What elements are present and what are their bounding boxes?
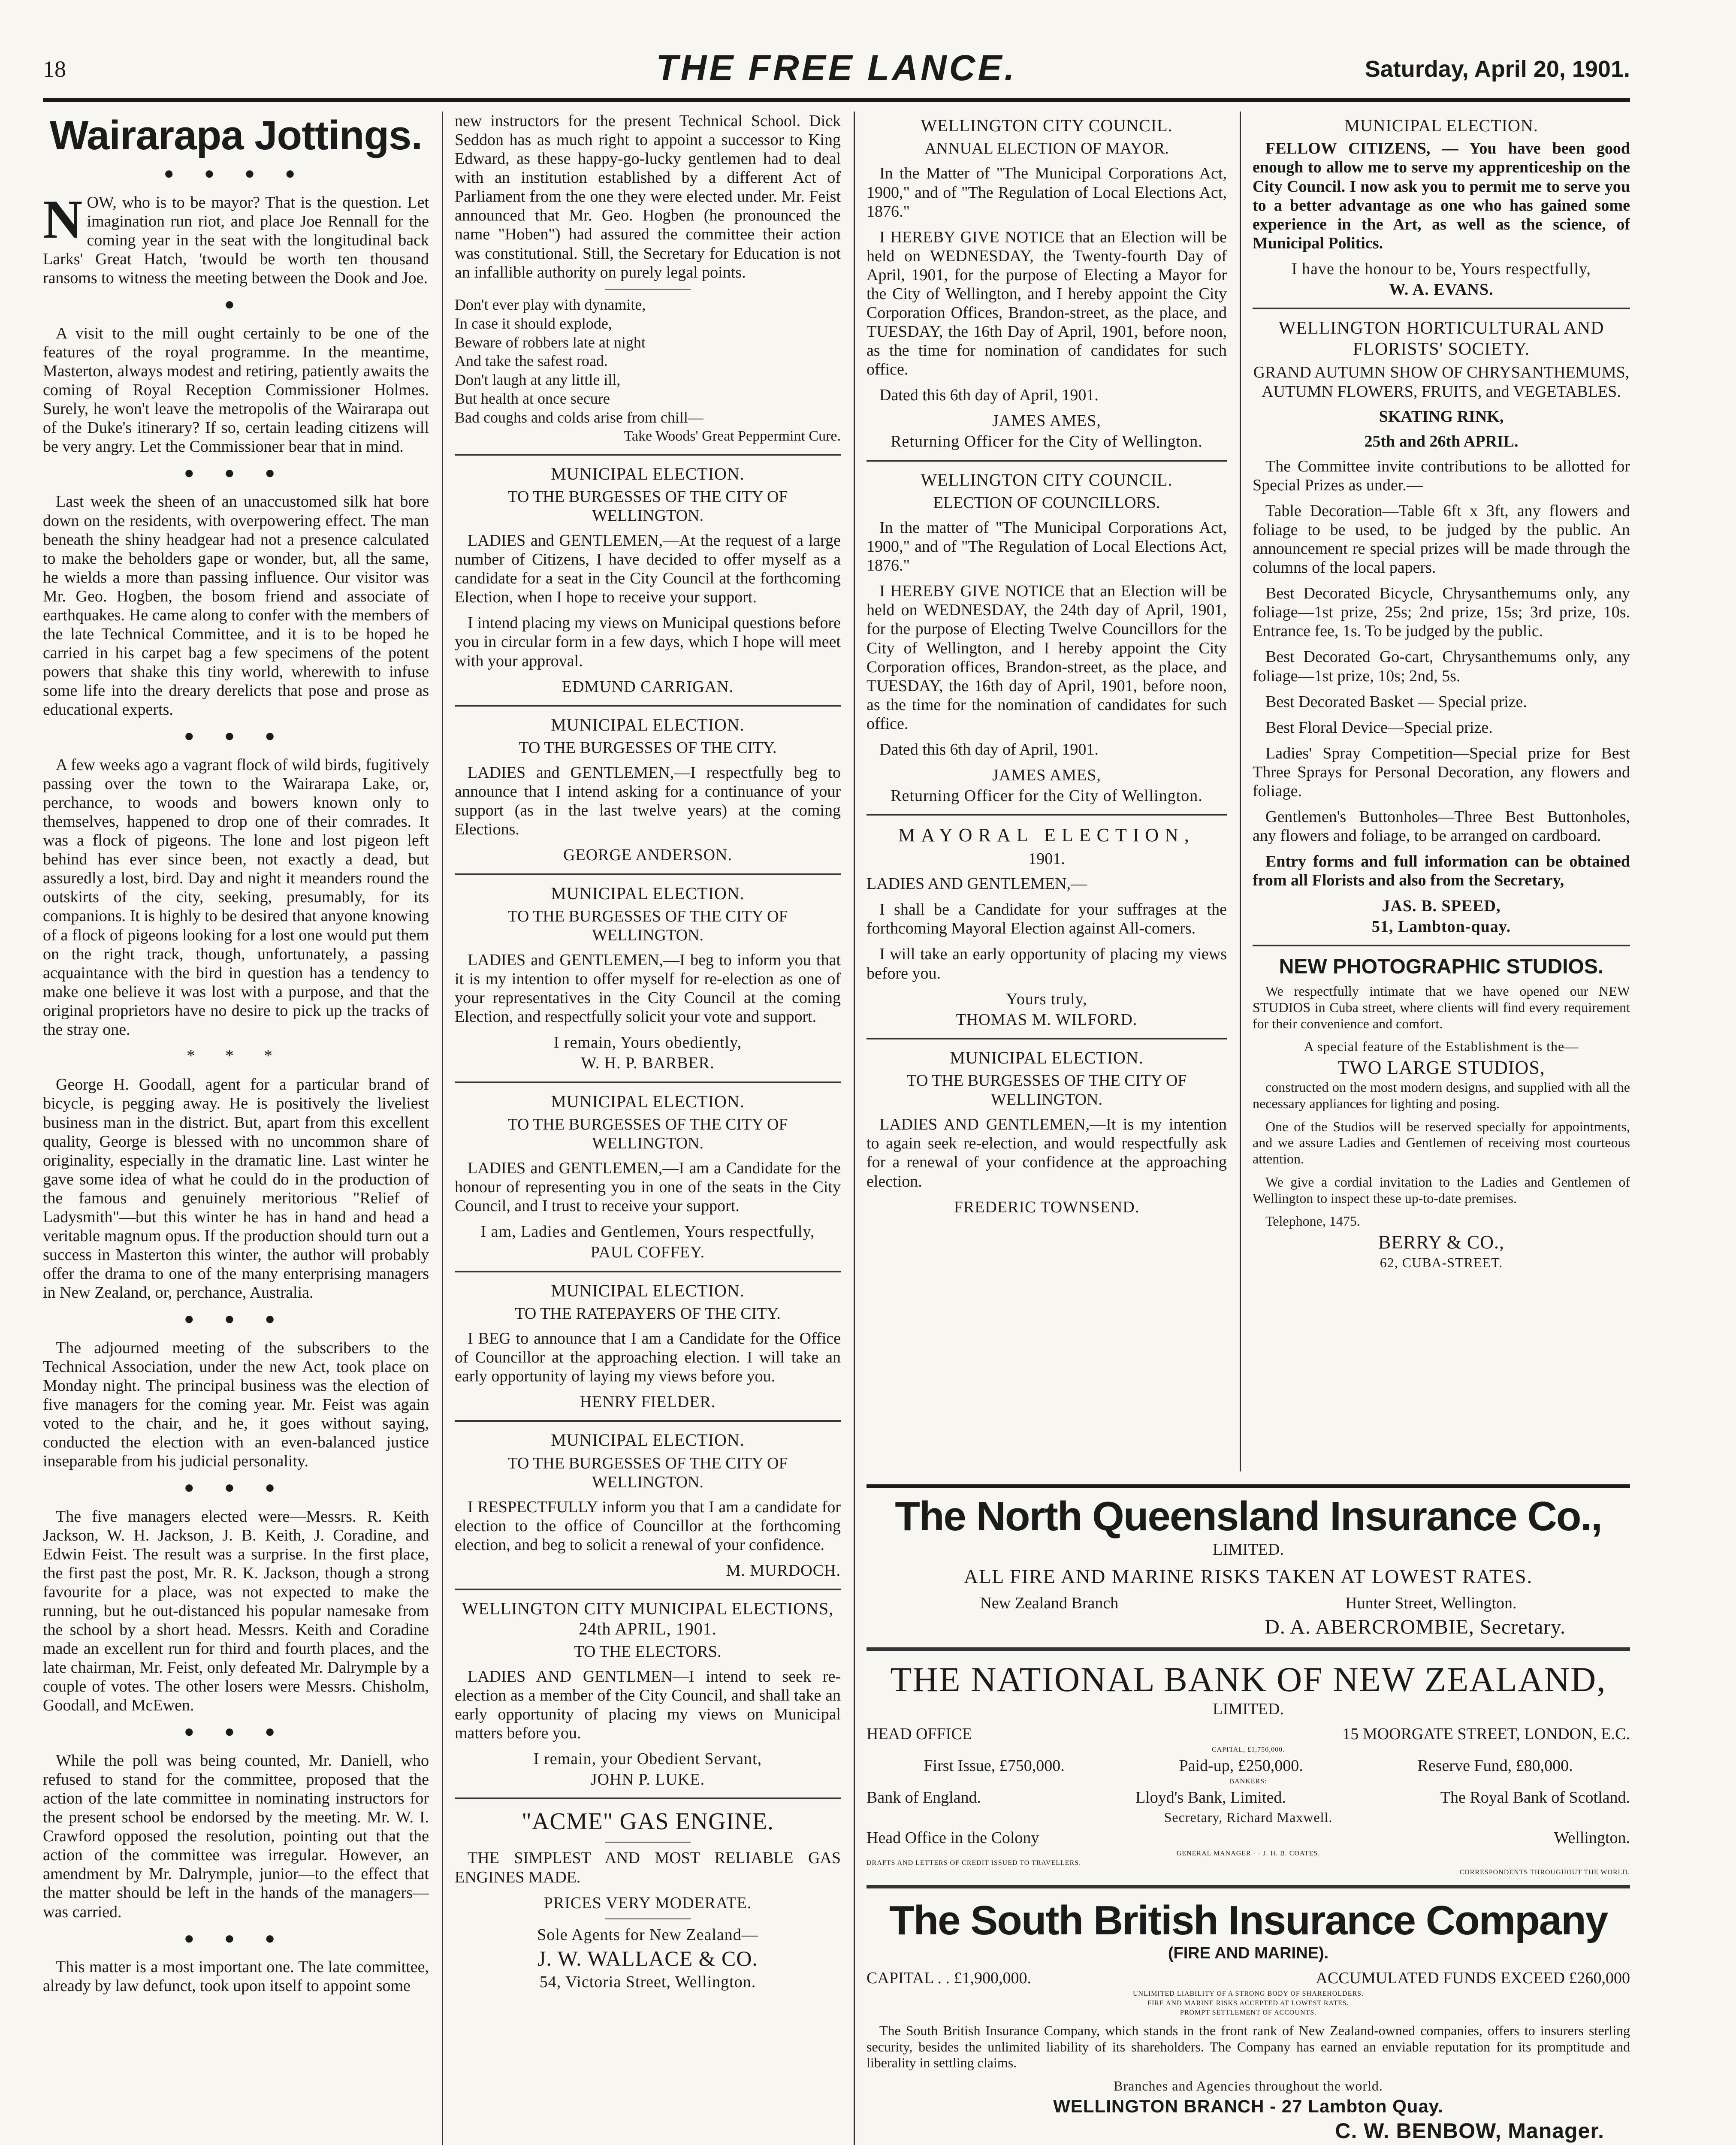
ad-matter: In the Matter of "The Municipal Corporations Act, 1900," and of "The Regulation of Local Elections Act, 1876." xyxy=(866,164,1227,221)
ad-secretary: Secretary, Richard Maxwell. xyxy=(1164,1810,1333,1825)
ad-manager: C. W. BENBOW, Manager. xyxy=(1335,2118,1604,2143)
article-paragraph: A visit to the mill ought certainly to be one of the features of the royal programme. In the meantime, Masterton, always modest and retiring, patiently awaits the coming of Royal Reception Commissioner Holmes. Surely, he won't leave the metropolis of the Wairarapa out of the Duke's itinerary? If so, certain leading citizens will be very angry. Let the Commissioner bear that in mind. xyxy=(43,324,429,456)
column-wairarapa-jottings xyxy=(43,112,429,2145)
separator xyxy=(866,1038,1227,1039)
column-two xyxy=(455,112,841,2145)
ad-closing: I remain, your Obedient Servant, xyxy=(533,1750,762,1768)
ad-branch: New Zealand Branch xyxy=(980,1594,1119,1612)
ad-body: We respectfully intimate that we have opened our NEW STUDIOS in Cuba street, where clients will find every requirement for their convenience and comfort. xyxy=(1253,983,1630,1031)
separator xyxy=(455,1589,841,1590)
ad-matter: In the matter of "The Municipal Corporations Act, 1900," and of "The Regulation of Local Elections Act, 1876." xyxy=(866,519,1227,575)
separator xyxy=(866,1647,1630,1651)
separator xyxy=(455,873,841,875)
ad-branch: WELLINGTON BRANCH - 27 Lambton Quay. xyxy=(1053,2096,1443,2116)
ad-title: MUNICIPAL ELECTION. xyxy=(551,715,745,734)
ad-year: 1901. xyxy=(1028,850,1065,868)
ad-banker: Lloyd's Bank, Limited. xyxy=(1135,1789,1286,1807)
ad-banker: Bank of England. xyxy=(866,1789,981,1807)
ad-body: LADIES AND GENTLMEN—I intend to seek re-election as a member of the City Council, and shall take an early opportunity of placing my views on Municipal matters before you. xyxy=(455,1668,841,1743)
ad-subtitle: TO THE BURGESSES OF THE CITY OF WELLINGTON. xyxy=(507,487,788,525)
issue-date: Saturday, April 20, 1901. xyxy=(1365,56,1630,82)
ad-body: The South British Insurance Company, which stands in the front rank of New Zealand-owned companies, offers to insurers sterling security, besides the unlimited liability of its shareholders. The Company has earned an enviable reputation for its promptitude and liberality in settling claims. xyxy=(866,2022,1630,2071)
ad-signature: BERRY & CO., xyxy=(1378,1232,1504,1253)
newspaper-page xyxy=(43,47,1630,2145)
column-three xyxy=(866,112,1227,1471)
ad-title: The South British Insurance Company xyxy=(889,1897,1608,1943)
star-divider: ● ● ● ● xyxy=(163,163,308,183)
ad-closing: I remain, Yours obediently, xyxy=(553,1033,742,1052)
ad-line: PROMPT SETTLEMENT OF ACCOUNTS. xyxy=(1180,2009,1317,2016)
separator xyxy=(455,1271,841,1272)
ad-signature: W. H. P. BARBER. xyxy=(581,1054,715,1072)
ad-body: One of the Studios will be reserved specially for appointments, and we assure Ladies and Gentlemen of receiving most courteous attention. xyxy=(1253,1118,1630,1167)
ad-subtitle: TO THE BURGESSES OF THE CITY OF WELLINGTON. xyxy=(507,1454,788,1491)
article-paragraph: George H. Goodall, agent for a particular brand of bicycle, is pegging away. He is positively the liveliest business man in the district. But, apart from this excellent quality, George is blessed with no uncommon share of originality, especially in the dramatic line. Last winter he gave some idea of what he could do in the production of the famous and genuinely meritorious "Relief of Ladysmith"—but this winter he has in hand and head a veritable magnum opus. If the production should turn out a success in Masterton this winter, the author will probably offer the drama to one of the many enterprising managers in New Zealand, or, perchance, Australia. xyxy=(43,1076,429,1302)
separator xyxy=(866,814,1227,816)
ad-title: MUNICIPAL ELECTION. xyxy=(551,1281,745,1300)
ad-tagline: ALL FIRE AND MARINE RISKS TAKEN AT LOWEST RATES. xyxy=(963,1565,1533,1587)
separator xyxy=(605,1842,691,1843)
ad-address: 54, Victoria Street, Wellington. xyxy=(539,1973,756,1991)
poem-line: Don't ever play with dynamite, xyxy=(455,296,646,313)
ad-body: LADIES AND GENTLEMEN,—It is my intention to again seek re-election, and would respectfully ask for a renewal of your confidence at the approaching election. xyxy=(866,1115,1227,1190)
ad-body: FELLOW CITIZENS, — You have been good enough to allow me to serve my apprenticeship on the City Council. I now ask you to permit me to serve you to a better advantage as one who has gained some experience in the Art, as well as the science, of Municipal Politics. xyxy=(1253,139,1630,252)
separator xyxy=(1253,308,1630,309)
ad-title: MUNICIPAL ELECTION. xyxy=(551,464,745,483)
ad-item: Best Decorated Basket — Special prize. xyxy=(1265,692,1527,711)
ad-title: NEW PHOTOGRAPHIC STUDIOS. xyxy=(1279,955,1604,979)
poem-line: Take Woods' Great Peppermint Cure. xyxy=(624,428,841,444)
star-divider: ● ● ● xyxy=(184,1722,288,1741)
ad-title: "ACME" GAS ENGINE. xyxy=(522,1808,774,1835)
ad-anderson xyxy=(455,715,841,865)
ad-body: I will take an early opportunity of placing my views before you. xyxy=(866,945,1227,982)
masthead: THE FREE LANCE. xyxy=(656,48,1017,88)
ad-body: LADIES and GENTLEMEN,—I respectfully beg to announce that I intend asking for a continuance of your support (as in the last twelve years) at the coming Elections. xyxy=(455,764,841,839)
ad-body: I RESPECTFULLY inform you that I am a candidate for election to the office of Councillor at the forthcoming election, and beg to solicit a renewal of your confidence. xyxy=(455,1498,841,1554)
ad-body: THE SIMPLEST AND MOST RELIABLE GAS ENGINES MADE. xyxy=(455,1849,841,1886)
ad-label: HEAD OFFICE xyxy=(866,1725,972,1743)
ad-banker: The Royal Bank of Scotland. xyxy=(1440,1789,1630,1807)
article-paragraph: While the poll was being counted, Mr. Daniell, who refused to stand for the committee, proposed that the action of the late committee in nominating instructors for the present school be endorsed by the meeting. Mr. W. I. Crawford opposed the resolution, pointing out that the action of the committee was irregular. However, an amendment by Mr. Dalrymple, junior—to the effect that the matter should be left in the hands of the managers—was carried. xyxy=(43,1751,429,1921)
column-divider xyxy=(442,112,443,2145)
ad-dated: Dated this 6th day of April, 1901. xyxy=(879,386,1099,405)
ad-acme-gas-engine xyxy=(455,1808,841,1991)
ad-bankers-label: BANKERS: xyxy=(1229,1778,1267,1785)
ad-funds: ACCUMULATED FUNDS EXCEED £260,000 xyxy=(1316,1969,1630,1987)
separator xyxy=(866,1885,1630,1888)
ad-capital-row xyxy=(866,1756,1630,1775)
ad-subtitle: TO THE BURGESSES OF THE CITY. xyxy=(519,739,777,757)
article-paragraph: This matter is a most important one. The late committee, already by law defunct, took upon itself to appoint some xyxy=(43,1958,429,1995)
ad-signature: FREDERIC TOWNSEND. xyxy=(954,1198,1140,1216)
column-divider xyxy=(1240,112,1241,1471)
ad-item: Ladies' Spray Competition—Special prize for Best Three Sprays for Personal Decoration, any flowers and foliage. xyxy=(1253,744,1630,800)
ad-signature: JOHN P. LUKE. xyxy=(590,1770,705,1789)
ad-agents: Sole Agents for New Zealand— xyxy=(537,1925,758,1944)
ad-correspondents: CORRESPONDENTS THROUGHOUT THE WORLD. xyxy=(1459,1868,1630,1876)
ad-title: THE NATIONAL BANK OF NEW ZEALAND, xyxy=(890,1660,1606,1699)
ad-role: Returning Officer for the City of Wellington. xyxy=(891,432,1203,451)
poem-line: In case it should explode, xyxy=(455,314,612,332)
ad-townsend xyxy=(866,1048,1227,1217)
ad-photographic-studios xyxy=(1253,955,1630,1271)
ad-body: I intend placing my views on Municipal questions before you in circular form in a few days, which I hope will meet with your approval. xyxy=(455,614,841,670)
star-divider: ● xyxy=(224,294,248,314)
ad-mayor-election-notice xyxy=(866,116,1227,451)
star-divider: ● ● ● xyxy=(184,1928,288,1948)
ad-subtitle: TO THE BURGESSES OF THE CITY OF WELLINGTON. xyxy=(507,1115,788,1153)
ad-dates: 25th and 26th APRIL. xyxy=(1364,432,1519,450)
ad-address: Hunter Street, Wellington. xyxy=(1345,1594,1517,1612)
ad-item: The Committee invite contributions to be allotted for Special Prizes as under.— xyxy=(1253,457,1630,494)
ad-body: We give a cordial invitation to the Ladies and Gentlemen of Wellington to inspect these up-to-date premises. xyxy=(1253,1174,1630,1206)
ad-signature: PAUL COFFEY. xyxy=(590,1243,705,1262)
poem-line: Don't laugh at any little ill, xyxy=(455,371,621,389)
poem-line: Beware of robbers late at night xyxy=(455,333,646,351)
ad-title: The North Queensland Insurance Co., xyxy=(895,1493,1602,1539)
ad-murdoch xyxy=(455,1430,841,1580)
ad-item: Entry forms and full information can be obtained from all Florists and also from the Secretary, xyxy=(1253,852,1630,890)
ad-subtitle: ANNUAL ELECTION OF MAYOR. xyxy=(924,139,1169,158)
ad-body: I BEG to announce that I am a Candidate for the Office of Councillor at the approaching election. I will take an early opportunity of laying my views before you. xyxy=(455,1329,841,1386)
separator xyxy=(866,460,1227,462)
ad-title: MAYORAL ELECTION, xyxy=(898,825,1195,846)
ad-closing: Yours truly, xyxy=(1006,990,1087,1008)
ad-item: Best Decorated Go-cart, Chrysanthemums only, any foliage—1st prize, 10s; 2nd, 5s. xyxy=(1253,648,1630,685)
ad-signature: JAMES AMES, xyxy=(992,766,1101,784)
ad-company: J. W. WALLACE & CO. xyxy=(537,1946,758,1970)
ad-carrigan xyxy=(455,464,841,696)
dropcap: N xyxy=(43,188,83,250)
ad-prices: PRICES VERY MODERATE. xyxy=(543,1894,752,1912)
ad-body: I shall be a Candidate for your suffrages at the forthcoming Mayoral Election against All-comers. xyxy=(866,900,1227,938)
ad-item: Best Decorated Bicycle, Chrysanthemums only, any foliage—1st prize, 25s; 2nd prize, 15s; 3rd prize, 10s. Entrance fee, 1s. To be judged by the public. xyxy=(1253,584,1630,640)
ad-closing: I am, Ladies and Gentlemen, Yours respectfully, xyxy=(480,1223,815,1241)
ad-subtitle: ELECTION OF COUNCILLORS. xyxy=(933,493,1160,512)
separator xyxy=(455,1798,841,1799)
ad-paid-up: Paid-up, £250,000. xyxy=(1179,1757,1303,1775)
star-divider: * * * xyxy=(187,1045,285,1065)
ad-line: FIRE AND MARINE RISKS ACCEPTED AT LOWEST RATES. xyxy=(1147,1999,1349,2007)
bottom-advertisements xyxy=(866,1484,1630,2145)
ad-show: GRAND AUTUMN SHOW OF CHRYSANTHEMUMS, AUTUMN FLOWERS, FRUITS, and VEGETABLES. xyxy=(1253,363,1630,401)
ad-subtitle: TO THE RATEPAYERS OF THE CITY. xyxy=(515,1304,781,1323)
ad-first-issue: First Issue, £750,000. xyxy=(924,1757,1065,1775)
ad-signature: JAMES AMES, xyxy=(992,412,1101,430)
ad-greeting: LADIES AND GENTLEMEN,— xyxy=(866,875,1087,893)
ad-south-british-insurance xyxy=(866,1897,1630,2143)
ad-bankers-row xyxy=(866,1788,1630,1807)
column-four xyxy=(1253,112,1630,1471)
ad-subtitle: (FIRE AND MARINE). xyxy=(1168,1944,1329,1962)
article-paragraph: The adjourned meeting of the subscribers to the Technical Association, under the new Act, took place on Monday night. The principal business was the election of five managers for the coming year. Mr. Feist was again voted to the chair, and he, it goes without saying, conducted the election with an even-balanced justice inseparable from his judicial personality. xyxy=(43,1338,429,1471)
separator xyxy=(605,289,691,290)
ad-subtitle: TO THE BURGESSES OF THE CITY OF WELLINGTON. xyxy=(906,1072,1187,1109)
ad-manager: GENERAL MANAGER - - J. H. B. COATES. xyxy=(1176,1849,1320,1857)
ad-capital-row xyxy=(866,1969,1630,1988)
column-divider xyxy=(854,112,855,2145)
article-title: Wairarapa Jottings. xyxy=(49,112,423,158)
ad-colony-label: Head Office in the Colony xyxy=(866,1828,1039,1847)
ad-headline: TWO LARGE STUDIOS, xyxy=(1337,1057,1545,1079)
ad-secretary: D. A. ABERCROMBIE, Secretary. xyxy=(1265,1616,1566,1638)
ad-title: MUNICIPAL ELECTION. xyxy=(551,1430,745,1450)
ad-agencies: Branches and Agencies throughout the world. xyxy=(1114,2078,1383,2094)
ad-signature: M. MURDOCH. xyxy=(726,1562,841,1580)
ad-branch-row xyxy=(866,1594,1630,1613)
ad-north-queensland-insurance xyxy=(866,1493,1630,1639)
ad-title: MUNICIPAL ELECTION. xyxy=(1344,116,1538,135)
ad-title: MUNICIPAL ELECTION. xyxy=(950,1048,1144,1067)
ad-title: MUNICIPAL ELECTION. xyxy=(551,1091,745,1111)
header-rule xyxy=(43,98,1630,102)
ad-capital: CAPITAL, £1,750,000. xyxy=(1211,1746,1285,1753)
ad-value: 15 MOORGATE STREET, LONDON, E.C. xyxy=(1342,1725,1630,1743)
ad-national-bank xyxy=(866,1659,1630,1876)
ad-body: LADIES and GENTLEMEN,—I beg to inform you that it is my intention to offer myself for re-election as one of your representatives in the City Council at the coming Election, and respectfully solicit your vote and support. xyxy=(455,951,841,1026)
ad-address: 51, Lambton-quay. xyxy=(1371,918,1511,936)
separator xyxy=(455,705,841,707)
ad-address: 62, CUBA-STREET. xyxy=(1380,1255,1503,1271)
poem-line: And take the safest road. xyxy=(455,352,608,370)
separator xyxy=(455,1082,841,1083)
ad-capital: CAPITAL . . £1,900,000. xyxy=(866,1969,1031,1987)
ad-signature: EDMUND CARRIGAN. xyxy=(562,677,734,696)
ad-role: Returning Officer for the City of Wellington. xyxy=(891,787,1203,805)
ad-head-office-row xyxy=(866,1725,1630,1743)
ad-limited: LIMITED. xyxy=(1213,1541,1284,1559)
article-paragraph: Last week the sheen of an unaccustomed silk hat bore down on the residents, with overpowering effect. The man beneath the shiny headgear had not a presence calculated to make the beholders gape or wonder, but, all the same, he wields a more than passing influence. Our visitor was Mr. Geo. Hogben, the bosom friend and associate of earthquakes. He came along to confer with the members of the late Technical Committee, and it is to be hoped he carried in his carpet bag a few specimens of the potent powers that shake this tiny world, wherewith to infuse some life into the dreary derelicts that pose and prose as educational experts. xyxy=(43,492,429,719)
ad-colony-row xyxy=(866,1828,1630,1847)
ad-item: Table Decoration—Table 6ft x 3ft, any flowers and foliage to be used, to be judged by the public. An announcement re special prizes will be made through the columns of the local papers. xyxy=(1253,502,1630,577)
ad-venue: SKATING RINK, xyxy=(1379,407,1504,426)
ad-signature: W. A. EVANS. xyxy=(1389,280,1494,299)
ad-title: MUNICIPAL ELECTION. xyxy=(551,883,745,903)
ad-mayoral-wilford xyxy=(866,824,1227,1029)
ad-body: LADIES and GENTLEMEN,—I am a Candidate for the honour of representing you in one of the seats in the City Council, and I trust to receive your support. xyxy=(455,1159,841,1215)
ad-title: WELLINGTON CITY COUNCIL. xyxy=(921,470,1173,489)
ad-feature: A special feature of the Establishment is the— xyxy=(1304,1039,1579,1054)
ad-coffey xyxy=(455,1092,841,1262)
woods-peppermint-poem xyxy=(455,296,841,445)
separator xyxy=(455,1420,841,1422)
article-continuation: new instructors for the present Technical School. Dick Seddon has as much right to appoint a successor to King Edward, as these happy-go-lucky gentlemen had to deal with an institution established by a different Act of Parliament from the one they were elected under. Mr. Feist announced that Mr. Geo. Hogben (he pronounced the name "Hoben") had assured the committee their action was constitutional. Still, the Secretary for Education is not an infallible authority on purely legal points. xyxy=(455,112,841,281)
article-paragraph: The five managers elected were—Messrs. R. Keith Jackson, W. H. Jackson, J. B. Keith, J. Coradine, and Edwin Feist. The result was a surprise. In the first place, the first past the post, Mr. R. K. Jackson, though a strong favourite for a place, was not expected to make the running, but he out-distanced his popular namesake from the school by a short head. Messrs. Keith and Coradine made an excellent run for third and fourth places, and the late chairman, Mr. Feist, only defeated Mr. Dalrymple by a couple of votes. The other losers were Messrs. Chisholm, Goodall, and McEwen. xyxy=(43,1507,429,1715)
poem-line: But health at once secure xyxy=(455,390,610,408)
ad-signature: HENRY FIELDER. xyxy=(580,1393,716,1411)
ad-line: UNLIMITED LIABILITY OF A STRONG BODY OF SHAREHOLDERS. xyxy=(1132,1990,1364,1997)
separator xyxy=(455,454,841,456)
ad-title: WELLINGTON CITY MUNICIPAL ELECTIONS, 24th APRIL, 1901. xyxy=(462,1599,834,1638)
separator xyxy=(605,1918,691,1919)
ad-body: I HEREBY GIVE NOTICE that an Election will be held on WEDNESDAY, the Twenty-fourth Day of April, 1901, for the purpose of Electing a Mayor for the City of Wellington, and I hereby appoint the City Corporation Offices, Brandon-street, as the place, and TUESDAY, the 16th Day of April, 1901, before noon, as the time for nomination of candidates for such office. xyxy=(866,228,1227,379)
ad-horticultural-society xyxy=(1253,318,1630,936)
ad-evans xyxy=(1253,116,1630,299)
ad-subtitle: TO THE ELECTORS. xyxy=(574,1642,722,1661)
ad-signature: JAS. B. SPEED, xyxy=(1382,897,1501,915)
star-divider: ● ● ● xyxy=(184,1309,288,1329)
ad-limited: LIMITED. xyxy=(1213,1700,1284,1718)
separator xyxy=(1253,945,1630,946)
page-header xyxy=(43,47,1630,99)
ad-dated: Dated this 6th day of April, 1901. xyxy=(879,740,1099,758)
ad-phone: Telephone, 1475. xyxy=(1265,1213,1360,1229)
ad-signature: THOMAS M. WILFORD. xyxy=(956,1010,1138,1029)
ad-body: LADIES and GENTLEMEN,—At the request of a large number of Citizens, I have decided to offer myself as a candidate for a seat in the City Council at the forthcoming Election, when I hope to receive your support. xyxy=(455,532,841,607)
ad-reserve: Reserve Fund, £80,000. xyxy=(1417,1757,1573,1775)
star-divider: ● ● ● xyxy=(184,726,288,746)
ad-luke xyxy=(455,1599,841,1789)
ad-councillors-election-notice xyxy=(866,470,1227,806)
article-paragraph: A few weeks ago a vagrant flock of wild birds, fugitively passing over the town to the Wairarapa Lake, or, perchance, to woods and bowers known only to themselves, happened to drop one of their comrades. It was a flock of pigeons. The lone and lost pigeon left behind has ever since been, not exactly a dead, but assuredly a lost, bird. Day and night it meanders round the outskirts of the city, seeking, presumably, for its companions. It is highly to be desired that anyone knowing of a flock of pigeons looking for a lost one would put them on the right track, though, unfortunately, a passing acquaintance with the bird in question has a tendency to make one believe it was lost with a purpose, and that the original proprietors have no desire to pick up the tracks of the stray one. xyxy=(43,755,429,1039)
ad-subtitle: TO THE BURGESSES OF THE CITY OF WELLINGTON. xyxy=(507,907,788,945)
ad-body: I HEREBY GIVE NOTICE that an Election will be held on WEDNESDAY, the 24th day of April, 1901, for the purpose of Electing Twelve Councillors for the City of Wellington, and I hereby appoint the City Corporation offices, Brandon-street, as the place, and TUESDAY, the 16th day of April, 1901, before noon, as the time for the nomination of candidates for such office. xyxy=(866,582,1227,733)
star-divider: ● ● ● xyxy=(184,1477,288,1497)
ad-item: Gentlemen's Buttonholes—Three Best Buttonholes, any flowers and foliage, to be arranged on cardboard. xyxy=(1253,808,1630,845)
ad-item: Best Floral Device—Special prize. xyxy=(1265,718,1493,737)
ad-colony-city: Wellington. xyxy=(1554,1828,1630,1847)
ad-title: WELLINGTON HORTICULTURAL AND FLORISTS' SOCIETY. xyxy=(1278,318,1604,359)
page-number: 18 xyxy=(43,56,66,82)
ad-body: constructed on the most modern designs, and supplied with all the necessary appliances for lighting and posing. xyxy=(1253,1079,1630,1111)
section-rule xyxy=(866,1484,1630,1488)
ad-fielder xyxy=(455,1281,841,1412)
ad-title: WELLINGTON CITY COUNCIL. xyxy=(921,116,1173,135)
ad-drafts: DRAFTS AND LETTERS OF CREDIT ISSUED TO TRAVELLERS. xyxy=(866,1859,1081,1867)
ad-closing: I have the honour to be, Yours respectfully, xyxy=(1292,260,1591,278)
article-paragraph: NOW, who is to be mayor? That is the question. Let imagination run riot, and place Joe Rennall for the coming year in the seat with the longitudinal back Larks' Great Hatch, 'twould be worth ten thousand ransoms to witness the meeting between the Dook and Joe. xyxy=(43,188,429,287)
ad-signature: GEORGE ANDERSON. xyxy=(563,846,732,864)
star-divider: ● ● ● xyxy=(184,463,288,483)
poem-line: Bad coughs and colds arise from chill— xyxy=(455,409,703,426)
ad-barber xyxy=(455,884,841,1073)
